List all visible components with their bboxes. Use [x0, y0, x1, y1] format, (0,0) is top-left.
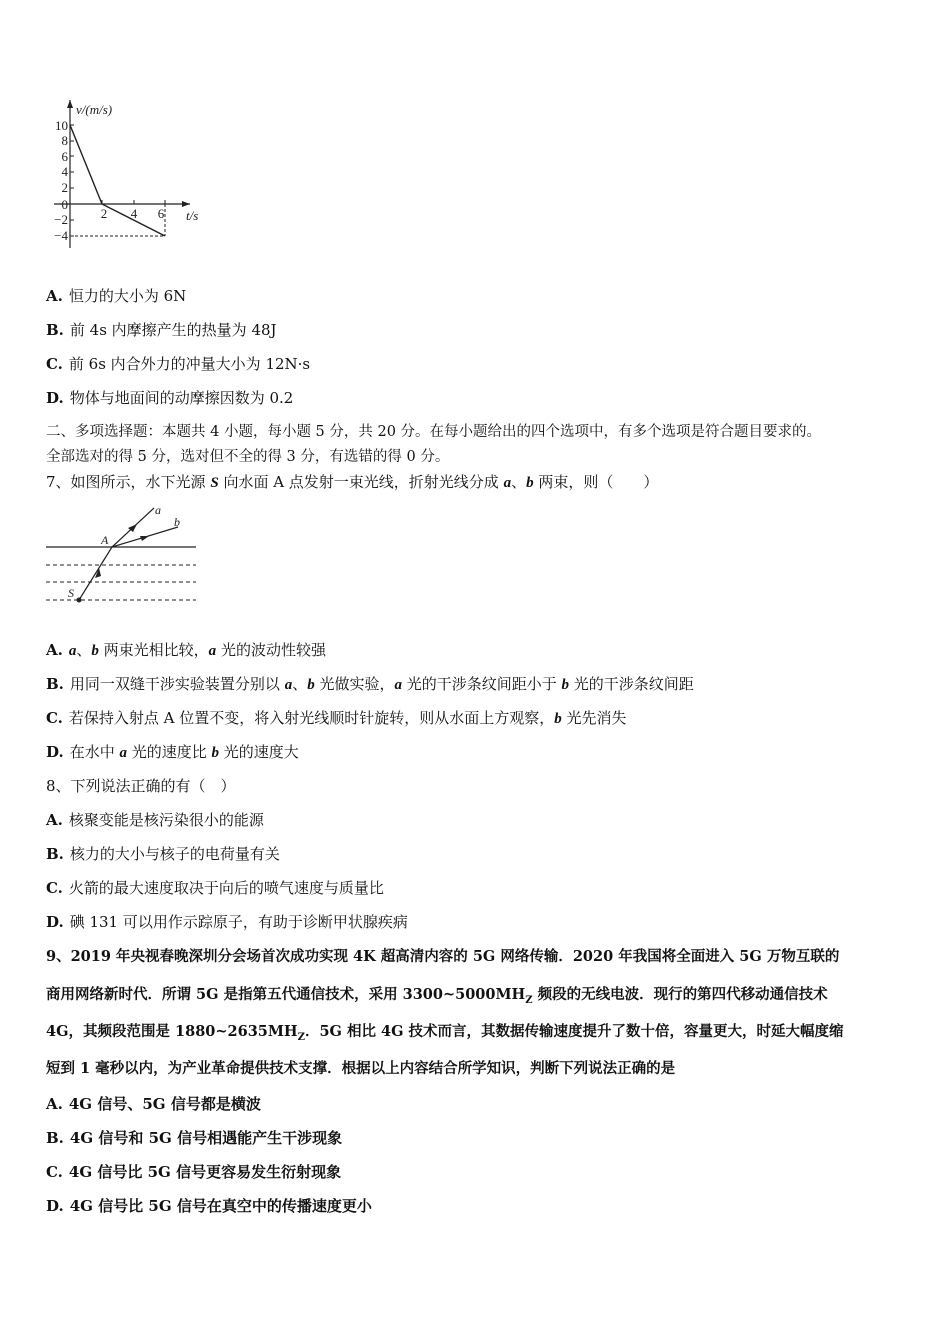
section-heading-line-2: 全部选对的得 5 分，选对但不全的得 3 分，有选错的得 0 分。 — [46, 449, 450, 465]
q7-option-c: C. 若保持入射点 A 位置不变，将入射光线顺时针旋转，则从水面上方观察，b 光先消失 — [46, 709, 627, 727]
label-b: b — [174, 515, 180, 529]
section-heading-line-1: 二、多项选择题：本题共 4 小题，每小题 5 分，共 20 分。在每小题给出的四个选项中，有多个选项是符合题目要求的。 — [46, 424, 822, 440]
light-source-dot — [77, 598, 82, 603]
q9-option-b: B. 4G 信号和 5G 信号相遇能产生干涉现象 — [46, 1129, 343, 1147]
q9-stem-line-3: 4G，其频段范围是 $1880\sim 2635MH_Z$．5G 相比 4G 技术而言，其数据传输速度提升了数十倍，容量更大，时延大幅度缩 — [46, 1023, 844, 1043]
x-tick-label: 6 — [157, 206, 165, 221]
q6-option-d: D. 物体与地面间的动摩擦因数为 0.2 — [46, 389, 294, 407]
x-axis-label: t/s — [186, 208, 199, 223]
q9-option-a: A. 4G 信号、5G 信号都是横波 — [46, 1095, 261, 1113]
q8-option-b: B. 核力的大小与核子的电荷量有关 — [46, 845, 280, 863]
label-a: a — [155, 503, 161, 517]
y-tick-label: 4 — [61, 164, 68, 179]
q6-option-c: C. 前 6s 内合外力的冲量大小为 12N·s — [46, 355, 311, 373]
q9-stem-line-1: 9、2019 年央视春晚深圳分会场首次成功实现 4K 超高清内容的 5G 网络传输．2020 年我国将全面进入 5G 万物互联的 — [46, 948, 840, 965]
label-S: S — [68, 586, 74, 600]
y-axis-arrow — [67, 100, 73, 108]
q8-option-d: D. 碘 131 可以用作示踪原子，有助于诊断甲状腺疾病 — [46, 913, 408, 931]
q7-option-d: D. 在水中 a 光的速度比 b 光的速度大 — [46, 743, 299, 761]
y-tick-label: 0 — [61, 197, 68, 212]
q7-stem: 7、如图所示，水下光源 S 向水面 A 点发射一束光线，折射光线分成 a、b 两束，则（ ） — [46, 473, 659, 491]
label-A: A — [101, 533, 109, 547]
y-tick-label: 2 — [61, 180, 68, 195]
q9-stem-line-2: 商用网络新时代．所谓 5G 是指第五代通信技术，采用 $3300\sim 5000MH_Z$ 频段的无线电波．现行的第四代移动通信技术 — [46, 986, 828, 1006]
x-tick-marks — [102, 200, 165, 204]
x-tick-label: 4 — [130, 206, 138, 221]
y-axis-label: v/(m/s) — [76, 102, 113, 117]
ray-b-arrow — [140, 536, 149, 541]
q7-option-b: B. 用同一双缝干涉实验装置分别以 a、b 光做实验，a 光的干涉条纹间距小于 b 光的干涉条纹间距 — [46, 675, 694, 693]
x-axis-arrow — [182, 201, 190, 207]
y-tick-label: 6 — [61, 149, 68, 164]
velocity-time-graph — [40, 98, 210, 258]
incident-ray — [79, 547, 112, 600]
q9-stem-line-4: 短到 1 毫秒以内，为产业革命提供技术支撑．根据以上内容结合所学知识，判断下列说法正确的是 — [46, 1060, 676, 1077]
q8-option-a: A. 核聚变能是核污染很小的能源 — [46, 811, 264, 829]
q6-option-a: A. 恒力的大小为 6N — [46, 287, 187, 305]
q8-option-c: C. 火箭的最大速度取决于向后的喷气速度与质量比 — [46, 879, 384, 897]
q8-stem: 8、下列说法正确的有（ ） — [46, 777, 236, 795]
q7-option-a: A. a、b 两束光相比较，a 光的波动性较强 — [46, 641, 326, 659]
x-tick-label: 2 — [100, 206, 108, 221]
y-tick-label: 8 — [61, 133, 68, 148]
q9-option-d: D. 4G 信号比 5G 信号在真空中的传播速度更小 — [46, 1197, 372, 1215]
refraction-diagram — [44, 500, 204, 610]
q6-option-b: B. 前 4s 内摩擦产生的热量为 48J — [46, 321, 277, 339]
q9-option-c: C. 4G 信号比 5G 信号更容易发生衍射现象 — [46, 1163, 342, 1181]
y-tick-label: −2 — [54, 212, 68, 227]
y-tick-label: −4 — [54, 228, 68, 243]
velocity-line — [70, 125, 165, 236]
y-tick-label: 10 — [55, 118, 68, 133]
